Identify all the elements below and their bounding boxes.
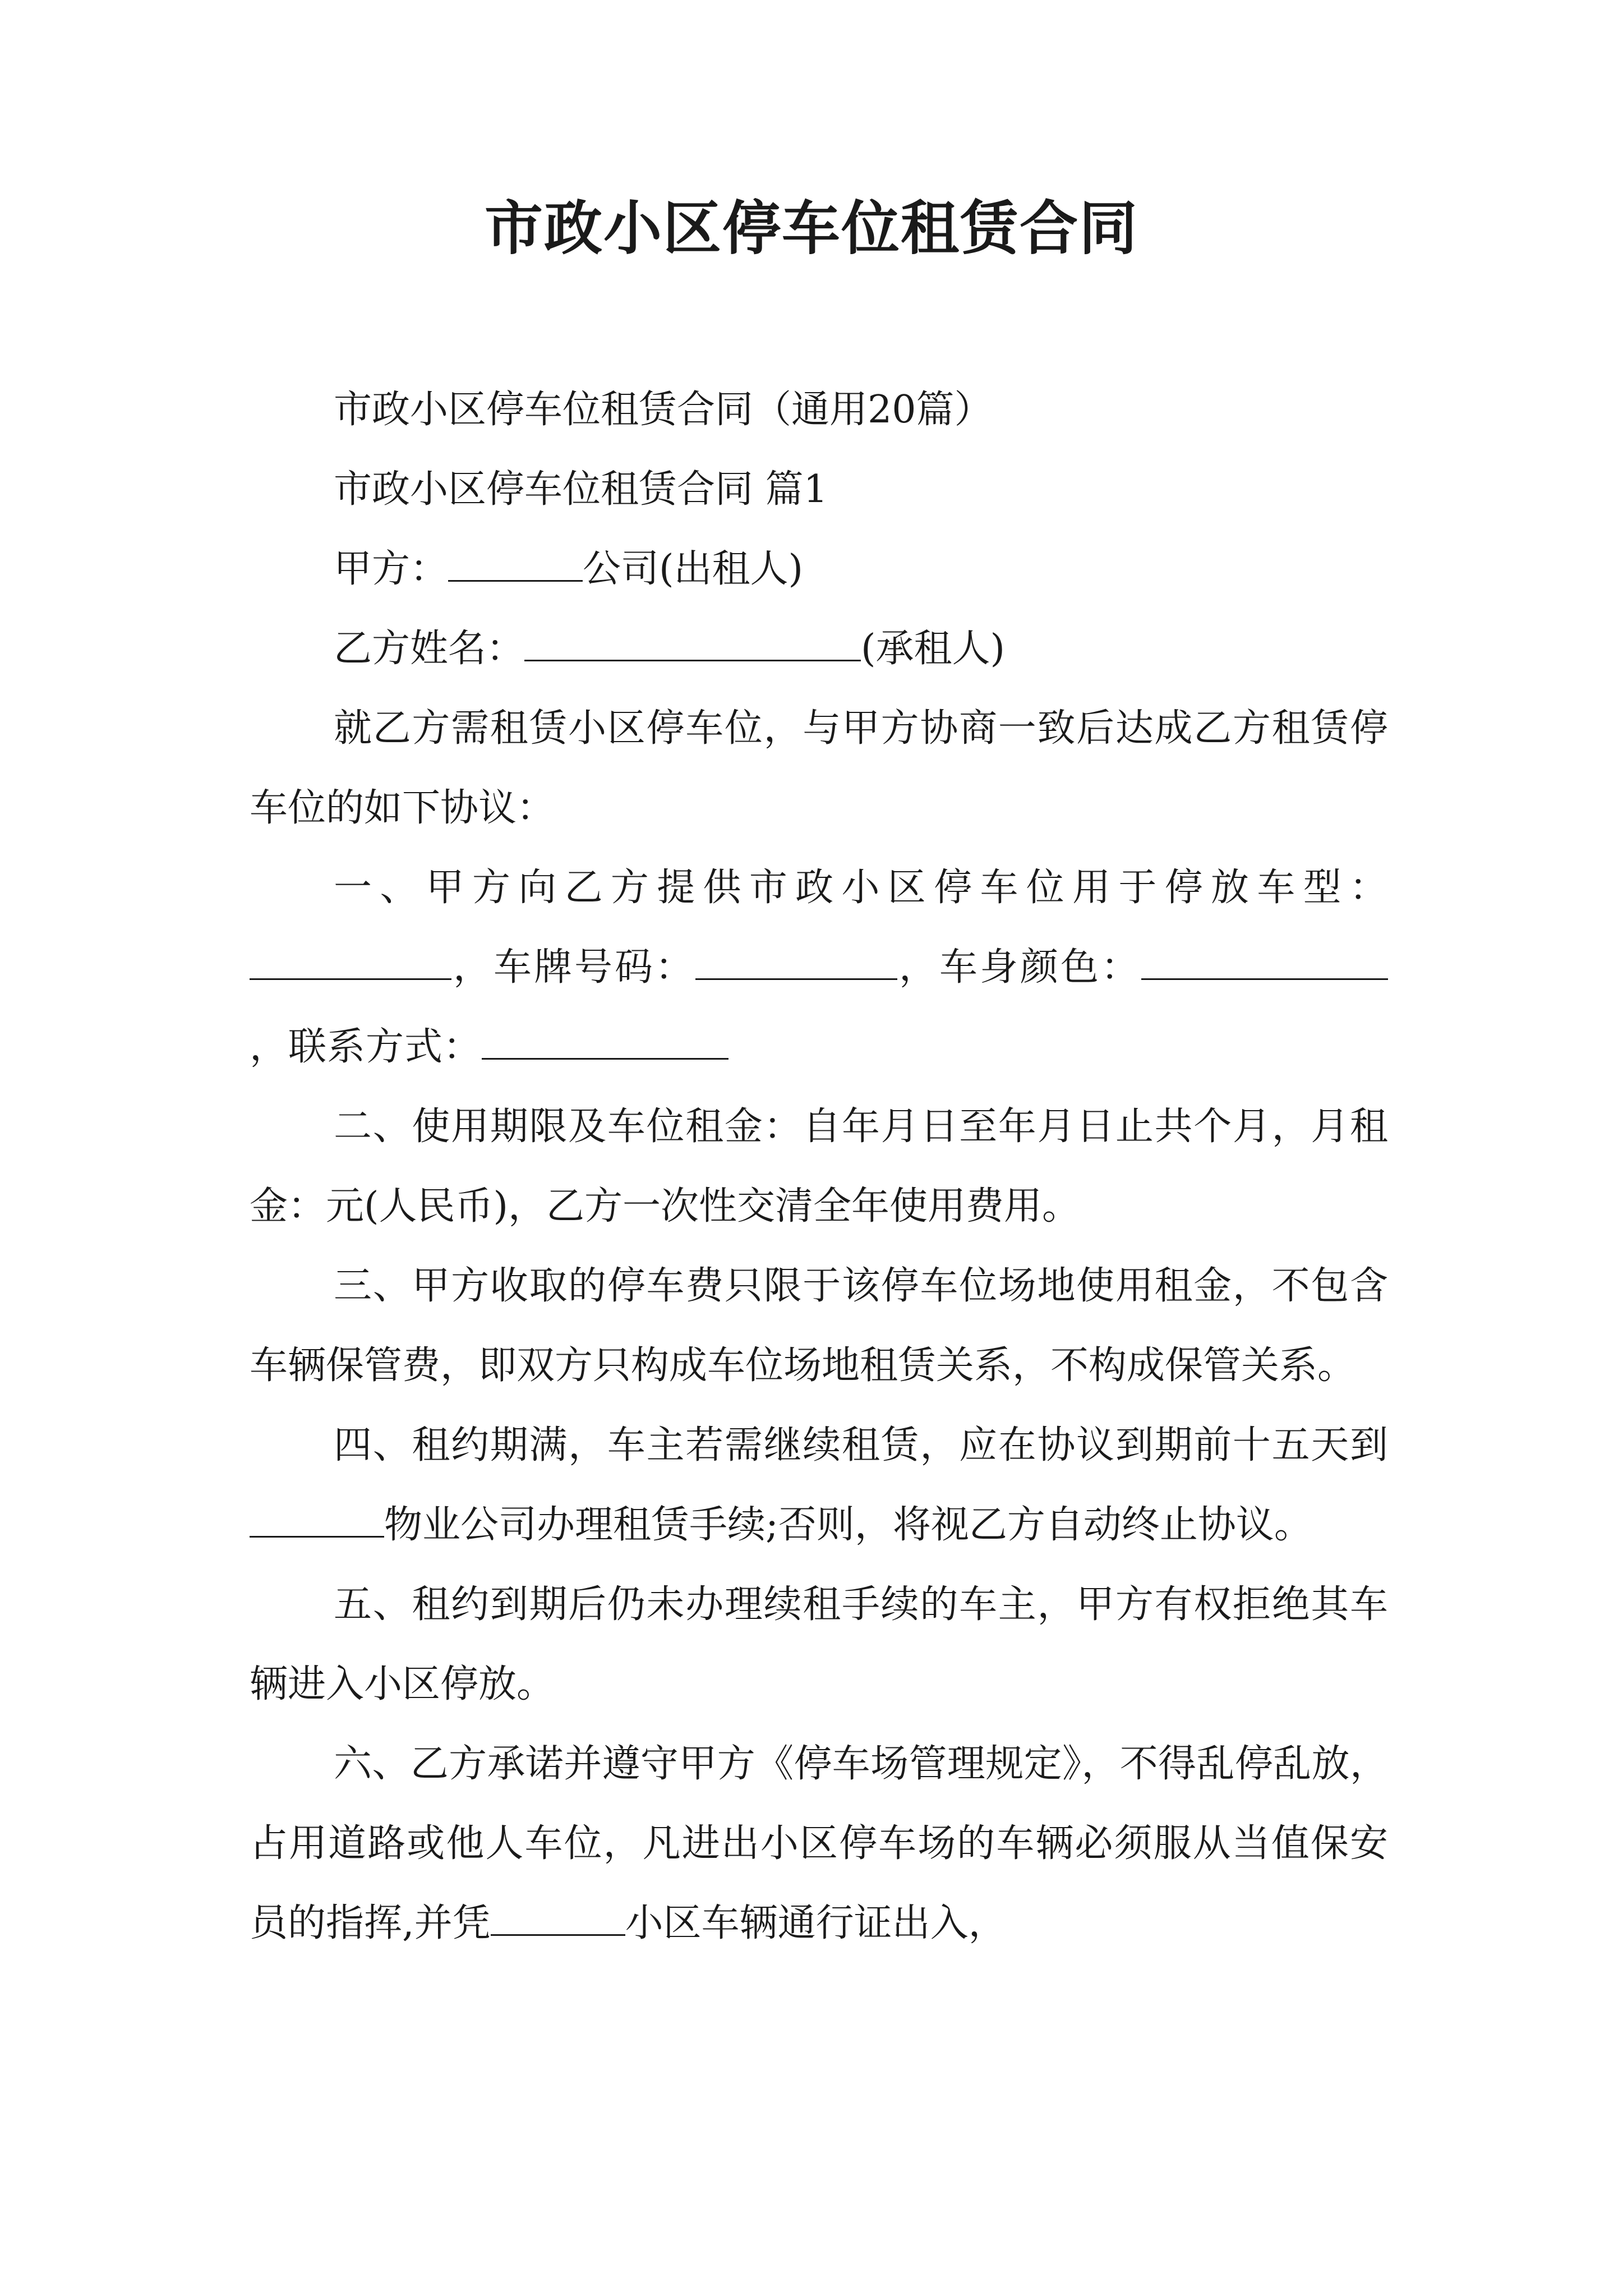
party-b-blank bbox=[524, 628, 861, 661]
clause-6-text-b: 小区车辆通行证出入， bbox=[625, 1901, 1007, 1945]
section-heading: 市政小区停车位租赁合同 篇1 bbox=[334, 467, 828, 512]
clause-4 bbox=[250, 1406, 1388, 1565]
clause-6-text-a: 六、乙方承诺并遵守甲方《停车场管理规定》，不得乱停乱放，占用道路或他人车位，凡进出小区停车场的车辆必须服从当值保安员的指挥,并凭 bbox=[250, 1742, 1388, 1945]
intro-paragraph: 就乙方需租赁小区停车位，与甲方协商一致后达成乙方租赁停车位的如下协议： bbox=[250, 706, 1388, 830]
vehicle-color-blank bbox=[1141, 947, 1388, 980]
vehicle-model-blank bbox=[250, 947, 451, 980]
document-body bbox=[250, 370, 1388, 1963]
clause-3: 三、甲方收取的停车费只限于该停车位场地使用租金，不包含车辆保管费，即双方只构成车位场地租赁关系，不构成保管关系。 bbox=[250, 1264, 1388, 1388]
clause-1-text-a: 一、甲方向乙方提供市政小区停车位用于停放车型： bbox=[334, 866, 1388, 910]
clause-2: 二、使用期限及车位租金：自年月日至年月日止共个月，月租金：元(人民币)，乙方一次性交清全年使用费用。 bbox=[250, 1105, 1388, 1228]
party-a-suffix: 公司(出租人) bbox=[583, 547, 804, 591]
party-b-line bbox=[250, 609, 1388, 689]
clause-4-text-a: 四、租约期满，车主若需继续租赁，应在协议到期前十五天到 bbox=[334, 1423, 1388, 1467]
party-a-blank bbox=[448, 549, 583, 582]
clause-5: 五、租约到期后仍未办理续租手续的车主，甲方有权拒绝其车辆进入小区停放。 bbox=[250, 1582, 1388, 1706]
party-a-line bbox=[250, 530, 1388, 609]
party-b-suffix: (承租人) bbox=[861, 627, 1006, 671]
document-title: 市政小区停车位租赁合同 bbox=[484, 194, 1138, 263]
property-company-blank bbox=[250, 1504, 384, 1538]
party-b-label: 乙方姓名： bbox=[334, 627, 525, 671]
clause-1-text-d: ，联系方式： bbox=[250, 1025, 482, 1069]
document-subtitle: 市政小区停车位租赁合同（通用20篇） bbox=[334, 388, 993, 432]
clause-1 bbox=[250, 848, 1388, 1087]
contact-blank bbox=[482, 1027, 728, 1060]
plate-number-blank bbox=[695, 947, 897, 980]
clause-6 bbox=[250, 1724, 1388, 1963]
clause-1-text-b: ，车牌号码： bbox=[451, 945, 695, 990]
clause-1-text-c: ，车身颜色： bbox=[897, 945, 1141, 990]
community-blank bbox=[491, 1903, 625, 1936]
clause-4-text-b: 物业公司办理租赁手续;否则，将视乙方自动终止协议。 bbox=[384, 1503, 1312, 1547]
party-a-label: 甲方： bbox=[334, 547, 449, 591]
